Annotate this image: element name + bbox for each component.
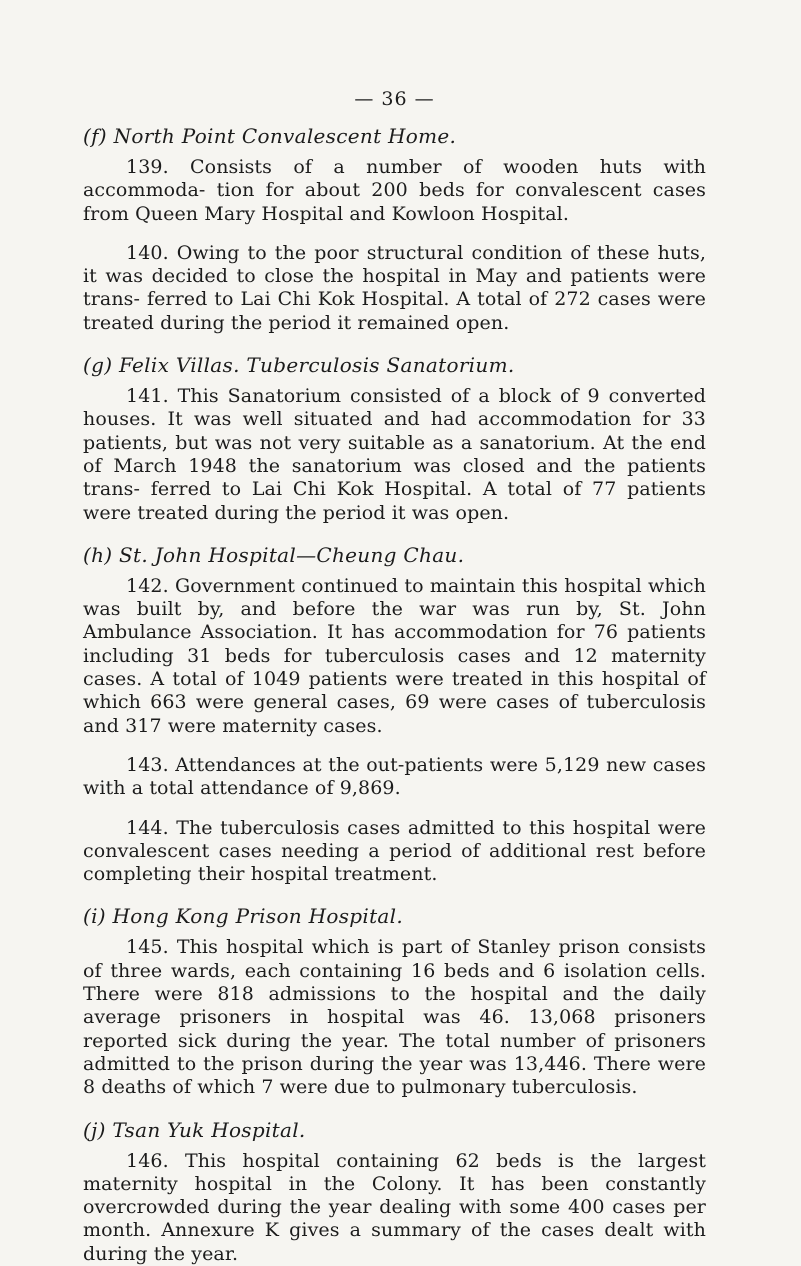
paragraph-145: 145. This hospital which is part of Stanley prison consists of three wards, each containing 16 beds and 6 isolation cells. There were 818 admissions to the hospital and the daily average prisoners in hospital was 46. 13,068 prisoners reported sick during the year. The total number of prisoners admitted to the prison during the year was 13,446. There were 8 deaths of which 7 were due to pulmonary tuberculosis.	[83, 936, 706, 1099]
section-heading: (h) St. John Hospital—Cheung Chau.	[83, 542, 465, 567]
section-heading: (i) Hong Kong Prison Hospital.	[83, 904, 403, 929]
section-heading: (f) North Point Convalescent Home.	[83, 124, 457, 148]
section-prison-hospital	[83, 902, 706, 1099]
paragraph-142: 142. Government continued to maintain this hospital which was built by, and before the war was run by, St. John Ambulance Association. It has accommodation for 76 patients including 31 beds for tuberculosis cases and 12 maternity cases. A total of 1049 patients were treated in this hospital of which 663 were general cases, 69 were cases of tuberculosis and 317 were maternity cases.	[83, 574, 706, 737]
page-number: — 36 —	[354, 88, 435, 110]
paragraph-140: 140. Owing to the poor structural condition of these huts, it was decided to close the hospital in May and patients were trans- ferred to Lai Chi Kok Hospital. A total of 272 cases were treated during the period it remained open.	[83, 241, 706, 334]
section-tsan-yuk-hospital	[83, 1116, 706, 1266]
section-heading: (g) Felix Villas. Tuberculosis Sanatorium.	[83, 353, 515, 378]
paragraph-146: 146. This hospital containing 62 beds is the largest maternity hospital in the Colony. It has been constantly overcrowded during the year dealing with some 400 cases per month. Annexure K gives a summary of the cases dealt with during the year.	[83, 1149, 706, 1265]
paragraph-144: 144. The tuberculosis cases admitted to this hospital were convalescent cases needing a period of additional rest before completing their hospital treatment.	[83, 816, 706, 886]
section-heading: (j) Tsan Yuk Hospital.	[83, 1117, 306, 1142]
section-north-point	[83, 122, 706, 335]
section-felix-villas	[83, 351, 706, 525]
section-st-john-hospital	[83, 541, 706, 887]
paragraph-143: 143. Attendances at the out-patients were 5,129 new cases with a total attendance of 9,869.	[83, 753, 706, 800]
paragraph-139: 139. Consists of a number of wooden huts with accommoda- tion for about 200 beds for convalescent cases from Queen Mary Hospital and Kowloon Hospital.	[83, 156, 706, 225]
paragraph-141: 141. This Sanatorium consisted of a block of 9 converted houses. It was well situated and had accommodation for 33 patients, but was not very suitable as a sanatorium. At the end of March 1948 the sanatorium was closed and the patients trans- ferred to Lai Chi Kok Hospital. A total of 77 patients were treated during the period it was open.	[83, 385, 706, 524]
